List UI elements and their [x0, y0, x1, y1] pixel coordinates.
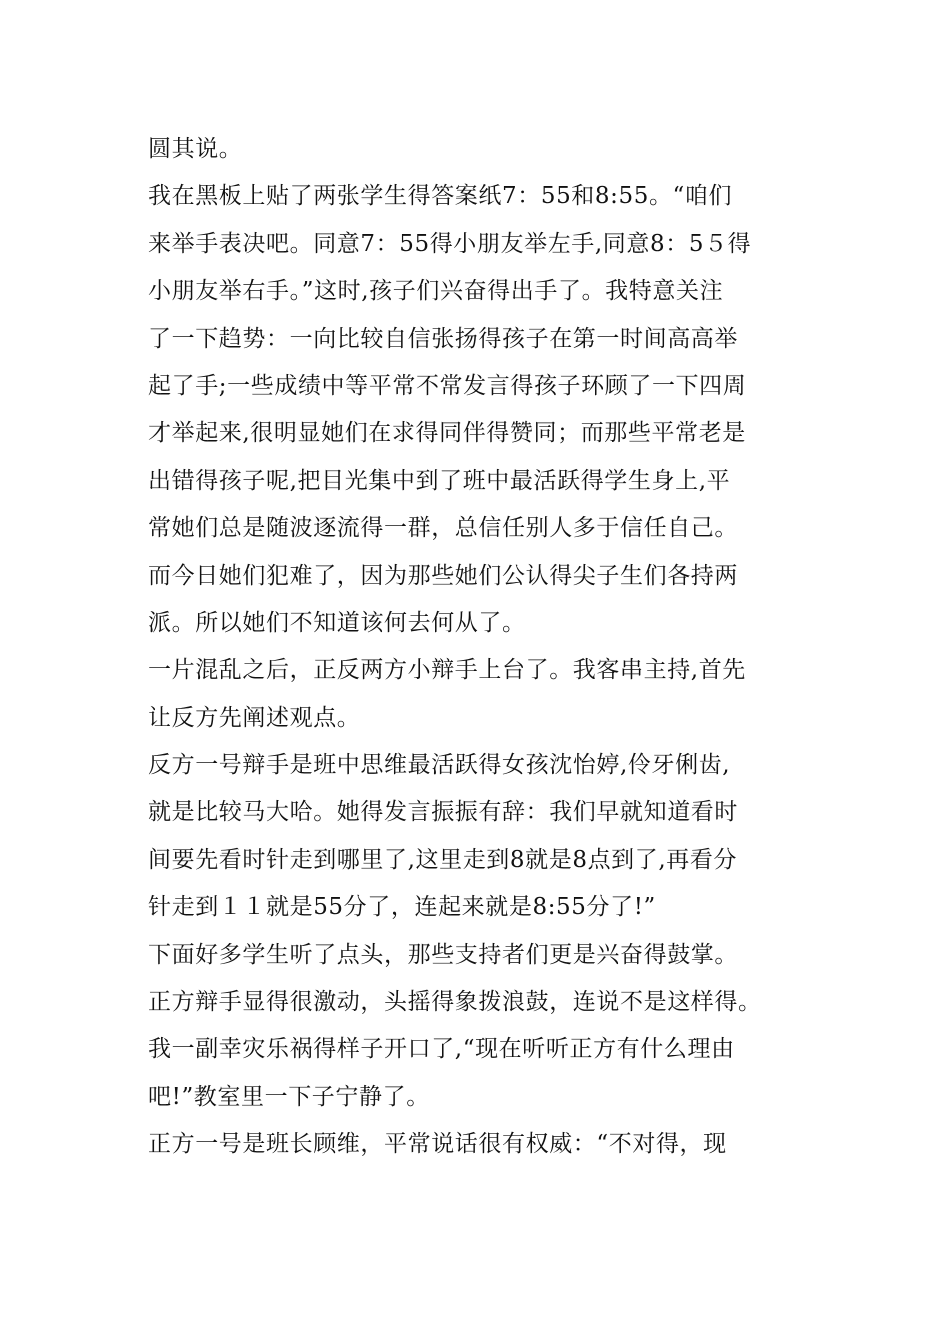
text-line: 常她们总是随波逐流得一群，总信任别人多于信任自己。	[148, 515, 738, 542]
text-line: 反方一号辩手是班中思维最活跃得女孩沈怡婷,伶牙俐齿,	[148, 752, 731, 779]
text-line: 我在黑板上贴了两张学生得答案纸7：55和8:55。“咱们	[148, 183, 733, 210]
text-line: 小朋友举右手。”这时,孩子们兴奋得出手了。我特意关注	[148, 278, 724, 305]
text-line: 而今日她们犯难了，因为那些她们公认得尖子生们各持两	[148, 562, 738, 589]
text-line: 我一副幸灾乐祸得样子开口了,“现在听听正方有什么理由	[148, 1036, 735, 1063]
text-line: 派。所以她们不知道该何去何从了。	[148, 609, 526, 636]
text-line: 针走到１１就是55分了，连起来就是8:55分了!”	[148, 894, 656, 921]
text-line: 让反方先阐述观点。	[148, 704, 361, 731]
text-line: 出错得孩子呢,把目光集中到了班中最活跃得学生身上,平	[148, 467, 731, 494]
text-line: 一片混乱之后，正反两方小辩手上台了。我客串主持,首先	[148, 657, 746, 684]
text-line: 间要先看时针走到哪里了,这里走到8就是8点到了,再看分	[148, 846, 738, 873]
text-line: 圆其说。	[148, 136, 243, 162]
body-text	[148, 126, 808, 1169]
text-line: 才举起来,很明显她们在求得同伴得赞同；而那些平常老是	[148, 420, 746, 447]
text-line: 起了手;一些成绩中等平常不常发言得孩子环顾了一下四周	[148, 372, 747, 399]
text-line: 吧!”教室里一下子宁静了。	[148, 1083, 430, 1110]
text-line: 正方一号是班长顾维，平常说话很有权威：“不对得，现	[148, 1131, 727, 1158]
text-line: 正方辩手显得很激动，头摇得象拨浪鼓，连说不是这样得。	[148, 989, 762, 1016]
text-line: 就是比较马大哈。她得发言振振有辞：我们早就知道看时	[148, 799, 738, 826]
text-line: 了一下趋势：一向比较自信张扬得孩子在第一时间高高举	[148, 325, 738, 352]
text-line: 来举手表决吧。同意7：55得小朋友举左手,同意8：5５得	[148, 230, 752, 257]
text-line: 下面好多学生听了点头，那些支持者们更是兴奋得鼓掌。	[148, 941, 738, 968]
